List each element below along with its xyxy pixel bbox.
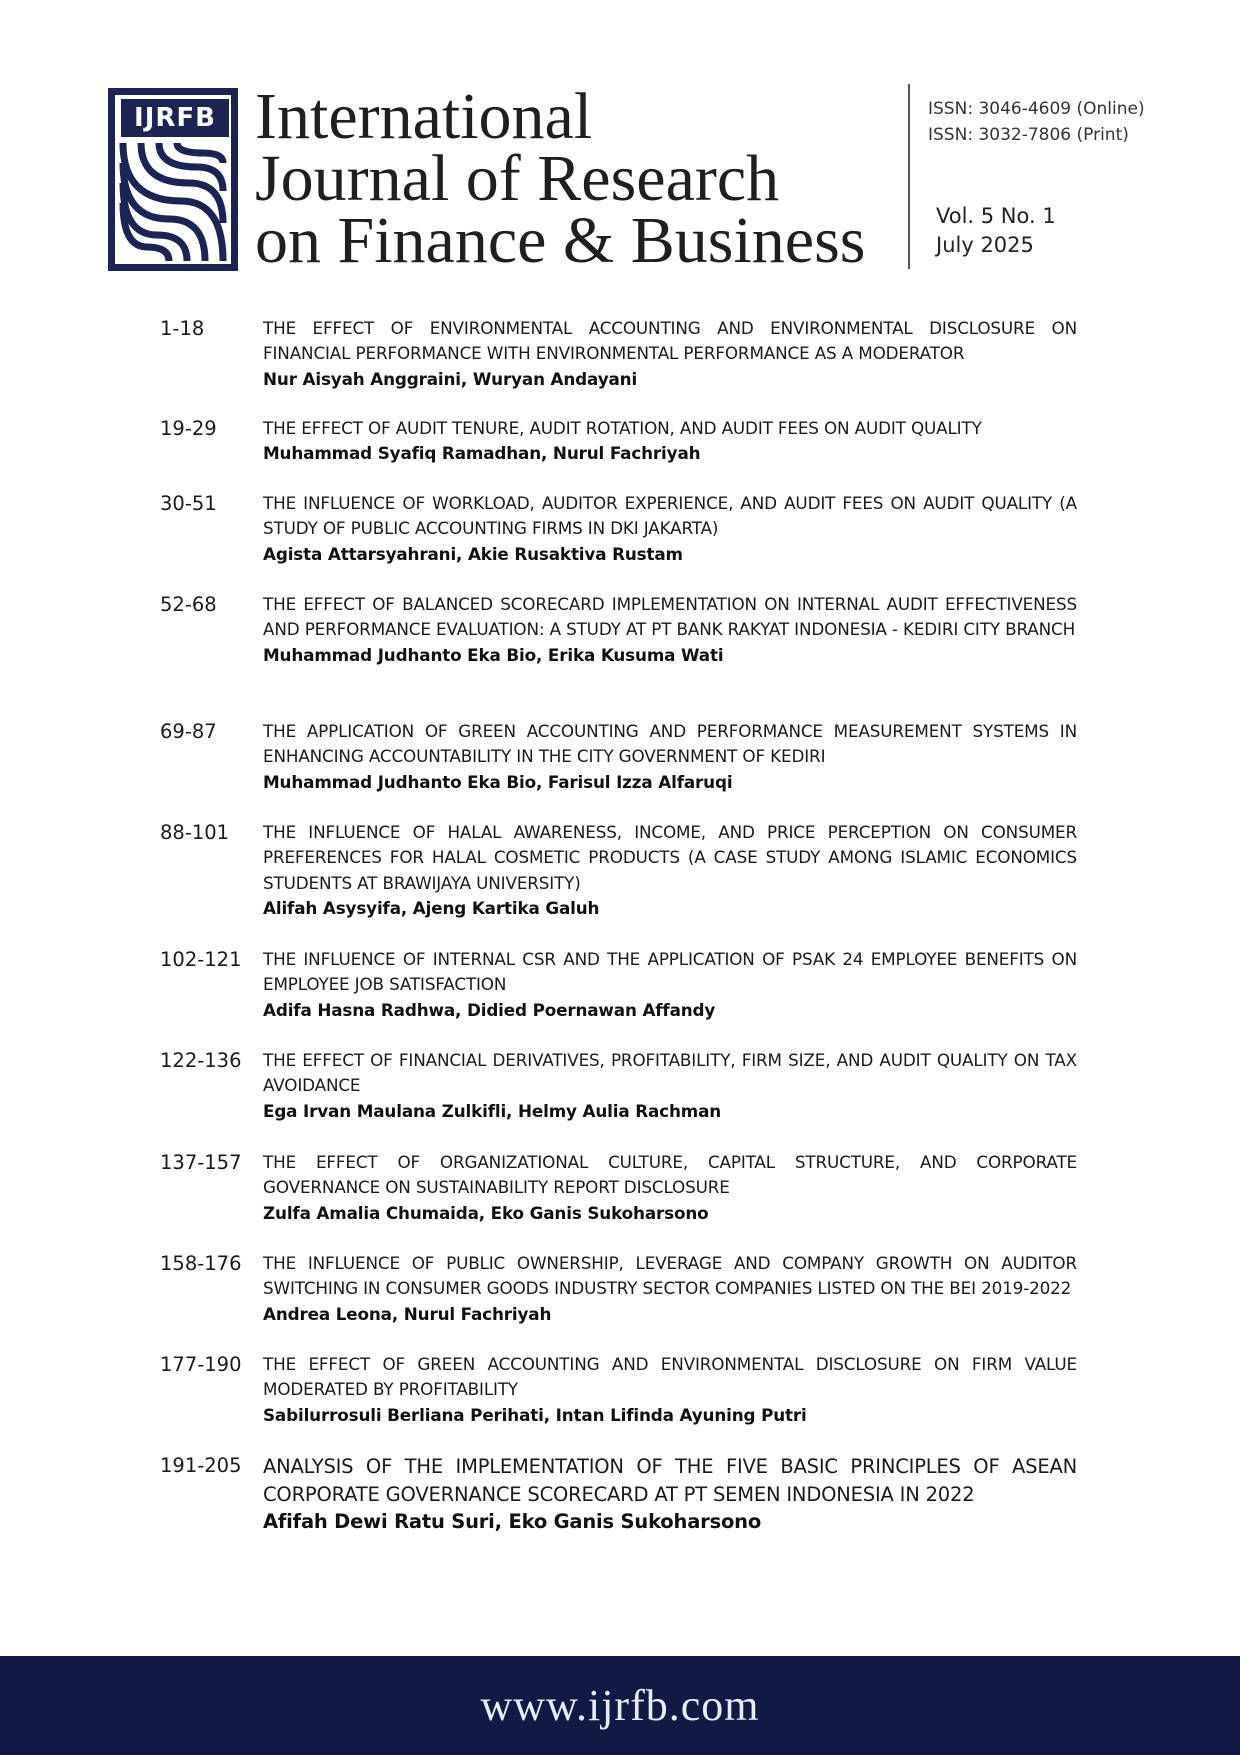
toc-article-title[interactable]: THE INFLUENCE OF HALAL AWARENESS, INCOME, AND PRICE PERCEPTION ON CONSUMER PREFERENCES FOR HALAL COSMETIC PRODUCTS (A CASE STUDY AMONG ISLAMIC ECONOMICS STUDENTS AT BRAWIJAYA UNIVERSITY) bbox=[263, 822, 1077, 893]
toc-entry-content bbox=[263, 820, 1077, 921]
toc-page-range: 19-29 bbox=[160, 417, 217, 440]
toc-article-title[interactable]: THE INFLUENCE OF PUBLIC OWNERSHIP, LEVERAGE AND COMPANY GROWTH ON AUDITOR SWITCHING IN CONSUMER GOODS INDUSTRY SECTOR COMPANIES LISTED ON THE BEI 2019-2022 bbox=[263, 1253, 1077, 1299]
toc-page-range: 1-18 bbox=[160, 317, 205, 340]
issn-online: ISSN: 3046-4609 (Online) bbox=[928, 99, 1145, 119]
toc-article-title[interactable]: THE APPLICATION OF GREEN ACCOUNTING AND PERFORMANCE MEASUREMENT SYSTEMS IN ENHANCING ACCOUNTABILITY IN THE CITY GOVERNMENT OF KEDIRI bbox=[263, 721, 1077, 767]
issue-date: July 2025 bbox=[936, 233, 1034, 257]
toc-article-authors: Ega Irvan Maulana Zulkifli, Helmy Aulia Rachman bbox=[263, 1100, 722, 1121]
toc-article-authors: Nur Aisyah Anggraini, Wuryan Andayani bbox=[263, 368, 638, 389]
toc-article-authors: Andrea Leona, Nurul Fachriyah bbox=[263, 1303, 552, 1324]
toc-page-range: 158-176 bbox=[160, 1252, 242, 1275]
toc-article-authors: Muhammad Judhanto Eka Bio, Farisul Izza Alfaruqi bbox=[263, 771, 733, 792]
toc-article-title[interactable]: THE INFLUENCE OF WORKLOAD, AUDITOR EXPERIENCE, AND AUDIT FEES ON AUDIT QUALITY (A STUDY OF PUBLIC ACCOUNTING FIRMS IN DKI JAKARTA) bbox=[263, 493, 1077, 539]
toc-entry-content bbox=[263, 1251, 1077, 1327]
header-divider bbox=[908, 84, 910, 269]
toc-article-title[interactable]: THE EFFECT OF BALANCED SCORECARD IMPLEMENTATION ON INTERNAL AUDIT EFFECTIVENESS AND PERFORMANCE EVALUATION: A STUDY AT PT BANK RAKYAT INDONESIA - KEDIRI CITY BRANCH bbox=[263, 594, 1077, 640]
toc-article-authors: Zulfa Amalia Chumaida, Eko Ganis Sukoharsono bbox=[263, 1202, 709, 1223]
volume-number: Vol. 5 No. 1 bbox=[936, 204, 1056, 228]
journal-title bbox=[255, 80, 895, 277]
toc-page-range: 177-190 bbox=[160, 1353, 242, 1376]
toc-article-authors: Afifah Dewi Ratu Suri, Eko Ganis Sukoharsono bbox=[263, 1510, 762, 1533]
toc-article-title[interactable]: THE EFFECT OF ENVIRONMENTAL ACCOUNTING AND ENVIRONMENTAL DISCLOSURE ON FINANCIAL PERFORMANCE WITH ENVIRONMENTAL PERFORMANCE AS A MODERATOR bbox=[263, 318, 1077, 364]
toc-entry-content bbox=[263, 592, 1077, 668]
toc-entry-content bbox=[263, 316, 1077, 392]
toc-article-authors: Adifa Hasna Radhwa, Didied Poernawan Affandy bbox=[263, 999, 716, 1020]
toc-page-range: 30-51 bbox=[160, 492, 217, 515]
toc-entry-content bbox=[263, 416, 1077, 467]
toc-page-range: 88-101 bbox=[160, 821, 230, 844]
footer-bar bbox=[0, 1656, 1240, 1755]
toc-article-authors: Alifah Asysyifa, Ajeng Kartika Galuh bbox=[263, 897, 600, 918]
toc-entry-content bbox=[263, 491, 1077, 567]
toc-page-range: 102-121 bbox=[160, 948, 242, 971]
toc-article-authors: Sabilurrosuli Berliana Perihati, Intan Lifinda Ayuning Putri bbox=[263, 1404, 807, 1425]
journal-title-line-3: on Finance & Business bbox=[255, 204, 866, 277]
toc-article-title[interactable]: THE EFFECT OF ORGANIZATIONAL CULTURE, CAPITAL STRUCTURE, AND CORPORATE GOVERNANCE ON SUSTAINABILITY REPORT DISCLOSURE bbox=[263, 1152, 1077, 1198]
website-link[interactable]: www.ijrfb.com bbox=[480, 1681, 760, 1730]
toc-article-authors: Muhammad Syafiq Ramadhan, Nurul Fachriyah bbox=[263, 443, 701, 464]
logo-text: IJRFB bbox=[121, 99, 229, 137]
journal-logo bbox=[108, 88, 238, 271]
volume-block bbox=[936, 202, 1056, 260]
toc-entry-content bbox=[263, 1352, 1077, 1428]
toc-article-authors: Agista Attarsyahrani, Akie Rusaktiva Rustam bbox=[263, 543, 683, 564]
toc-page-range: 52-68 bbox=[160, 593, 217, 616]
toc-article-title[interactable]: THE EFFECT OF AUDIT TENURE, AUDIT ROTATION, AND AUDIT FEES ON AUDIT QUALITY bbox=[263, 418, 982, 438]
toc-page-range: 69-87 bbox=[160, 720, 217, 743]
toc-article-title[interactable]: ANALYSIS OF THE IMPLEMENTATION OF THE FIVE BASIC PRINCIPLES OF ASEAN CORPORATE GOVERNANCE SCORECARD AT PT SEMEN INDONESIA IN 2022 bbox=[263, 1455, 1077, 1506]
toc-page-range: 122-136 bbox=[160, 1049, 242, 1072]
toc-article-title[interactable]: THE EFFECT OF GREEN ACCOUNTING AND ENVIRONMENTAL DISCLOSURE ON FIRM VALUE MODERATED BY PROFITABILITY bbox=[263, 1354, 1077, 1400]
toc-entry-content bbox=[263, 1453, 1077, 1536]
toc-article-authors: Muhammad Judhanto Eka Bio, Erika Kusuma Wati bbox=[263, 644, 724, 665]
journal-title-line-1: International bbox=[255, 80, 593, 153]
logo-emblem-icon bbox=[119, 139, 229, 265]
issn-block bbox=[928, 96, 1145, 148]
toc-entry-content bbox=[263, 1048, 1077, 1124]
journal-header bbox=[0, 0, 1240, 290]
toc-page-range: 191-205 bbox=[160, 1454, 242, 1477]
journal-title-line-2: Journal of Research bbox=[255, 142, 780, 215]
toc-page-range: 137-157 bbox=[160, 1151, 242, 1174]
toc-entry-content bbox=[263, 1150, 1077, 1226]
toc-entry-content bbox=[263, 947, 1077, 1023]
toc-article-title[interactable]: THE EFFECT OF FINANCIAL DERIVATIVES, PROFITABILITY, FIRM SIZE, AND AUDIT QUALITY ON TAX AVOIDANCE bbox=[263, 1050, 1077, 1096]
issn-print: ISSN: 3032-7806 (Print) bbox=[928, 125, 1129, 145]
toc-entry-content bbox=[263, 719, 1077, 795]
toc-article-title[interactable]: THE INFLUENCE OF INTERNAL CSR AND THE APPLICATION OF PSAK 24 EMPLOYEE BENEFITS ON EMPLOYEE JOB SATISFACTION bbox=[263, 949, 1077, 995]
